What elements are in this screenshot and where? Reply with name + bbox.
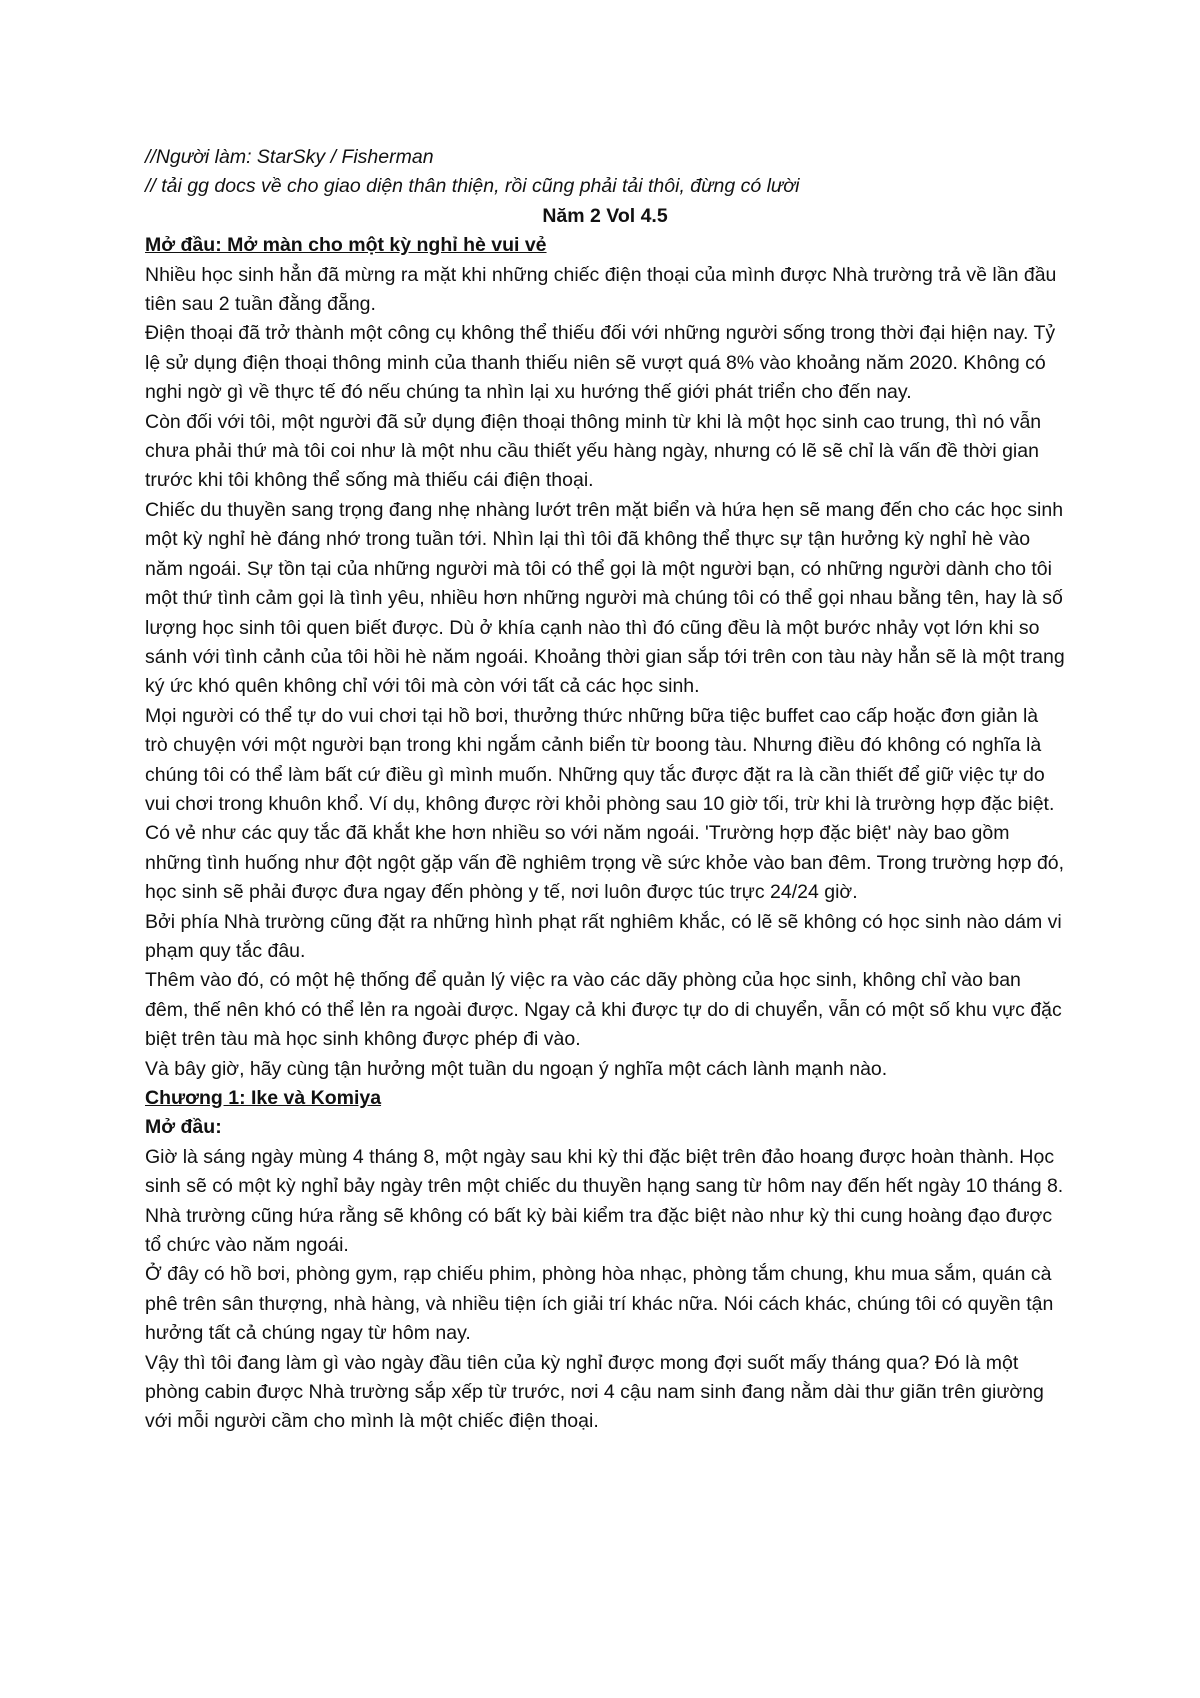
- paragraph: Ở đây có hồ bơi, phòng gym, rạp chiếu phim, phòng hòa nhạc, phòng tắm chung, khu mua sắm, quán cà phê trên sân thượng, nhà hàng, và nhiều tiện ích giải trí khác nữa. Nói cách khác, chúng tôi có quyền tận hưởng tất cả chúng ngay từ hôm nay.: [145, 1263, 1054, 1345]
- paragraph: Điện thoại đã trở thành một công cụ không thể thiếu đối với những người sống trong thời đại hiện nay. Tỷ lệ sử dụng điện thoại thông minh của thanh thiếu niên sẽ vượt quá 8% vào khoảng năm 2020. Không có nghi ngờ gì về thực tế đó nếu chúng ta nhìn lại xu hướng thế giới phát triển cho đến nay.: [145, 322, 1056, 404]
- credit-note: // tải gg docs về cho giao diện thân thiện, rồi cũng phải tải thôi, đừng có lười: [145, 175, 800, 198]
- paragraph: Vậy thì tôi đang làm gì vào ngày đầu tiên của kỳ nghỉ được mong đợi suốt mấy tháng qua? Đó là một phòng cabin được Nhà trường sắp xếp từ trước, nơi 4 cậu nam sinh đang nằm dài thư giãn trên giường với mỗi người cầm cho mình là một chiếc điện thoại.: [145, 1351, 1044, 1433]
- prologue-heading: Mở đầu: Mở màn cho một kỳ nghỉ hè vui vẻ: [145, 234, 547, 257]
- paragraph: Giờ là sáng ngày mùng 4 tháng 8, một ngày sau khi kỳ thi đặc biệt trên đảo hoang được hoàn thành. Học sinh sẽ có một kỳ nghỉ bảy ngày trên một chiếc du thuyền hạng sang từ hôm nay đến hết ngày 10 tháng 8. Nhà trường cũng hứa rằng sẽ không có bất kỳ bài kiểm tra đặc biệt nào như kỳ thi cung hoàng đạo được tổ chức vào năm ngoái.: [145, 1145, 1064, 1257]
- chapter-heading: Chương 1: Ike và Komiya: [145, 1087, 382, 1109]
- paragraph: Chiếc du thuyền sang trọng đang nhẹ nhàng lướt trên mặt biển và hứa hẹn sẽ mang đến cho các học sinh một kỳ nghỉ hè đáng nhớ trong tuần tới. Nhìn lại thì tôi đã không thể thực sự tận hưởng kỳ nghỉ hè vào năm ngoái. Sự tồn tại của những người mà tôi có thể gọi là một người bạn, có những người dành cho tôi một thứ tình cảm gọi là tình yêu, nhiều hơn những người mà chúng tôi có thể gọi nhau bằng tên, hay là số lượng học sinh tôi quen biết được. Dù ở khía cạnh nào thì đó cũng đều là một bước nhảy vọt lớn khi so sánh với tình cảnh của tôi hồi hè năm ngoái. Khoảng thời gian sắp tới trên con tàu này hẳn sẽ là một trang ký ức khó quên không chỉ với tôi mà còn với tất cả các học sinh.: [145, 498, 1065, 698]
- paragraph: Thêm vào đó, có một hệ thống để quản lý việc ra vào các dãy phòng của học sinh, không chỉ vào ban đêm, thế nên khó có thể lẻn ra ngoài được. Ngay cả khi được tự do di chuyển, vẫn có một số khu vực đặc biệt trên tàu mà học sinh không được phép đi vào.: [145, 969, 1062, 1051]
- paragraph: Mọi người có thể tự do vui chơi tại hồ bơi, thưởng thức những bữa tiệc buffet cao cấp hoặc đơn giản là trò chuyện với một người bạn trong khi ngắm cảnh biển từ boong tàu. Nhưng điều đó không có nghĩa là chúng tôi có thể làm bất cứ điều gì mình muốn. Những quy tắc được đặt ra là cần thiết để giữ việc tự do vui chơi trong khuôn khổ. Ví dụ, không được rời khỏi phòng sau 10 giờ tối, trừ khi là trường hợp đặc biệt. Có vẻ như các quy tắc đã khắt khe hơn nhiều so với năm ngoái. 'Trường hợp đặc biệt' này bao gồm những tình huống như đột ngột gặp vấn đề nghiêm trọng về sức khỏe vào ban đêm. Trong trường hợp đó, học sinh sẽ phải được đưa ngay đến phòng y tế, nơi luôn được túc trực 24/24 giờ.: [145, 704, 1065, 904]
- paragraph: Bởi phía Nhà trường cũng đặt ra những hình phạt rất nghiêm khắc, có lẽ sẽ không có học sinh nào dám vi phạm quy tắc đâu.: [145, 910, 1062, 962]
- paragraph: Nhiều học sinh hẳn đã mừng ra mặt khi những chiếc điện thoại của mình được Nhà trường trả về lần đầu tiên sau 2 tuần đằng đẵng.: [145, 263, 1057, 316]
- paragraph: Và bây giờ, hãy cùng tận hưởng một tuần du ngoạn ý nghĩa một cách lành mạnh nào.: [145, 1057, 888, 1080]
- volume-title: Năm 2 Vol 4.5: [542, 204, 668, 227]
- document-page: [145, 143, 1065, 1437]
- chapter-subheading: Mở đầu:: [145, 1116, 222, 1139]
- credit-line: //Người làm: StarSky / Fisherman: [145, 146, 434, 168]
- paragraph: Còn đối với tôi, một người đã sử dụng điện thoại thông minh từ khi là một học sinh cao trung, thì nó vẫn chưa phải thứ mà tôi coi như là một nhu cầu thiết yếu hàng ngày, nhưng có lẽ sẽ chỉ là vấn đề thời gian trước khi tôi không thể sống mà thiếu cái điện thoại.: [145, 410, 1042, 492]
